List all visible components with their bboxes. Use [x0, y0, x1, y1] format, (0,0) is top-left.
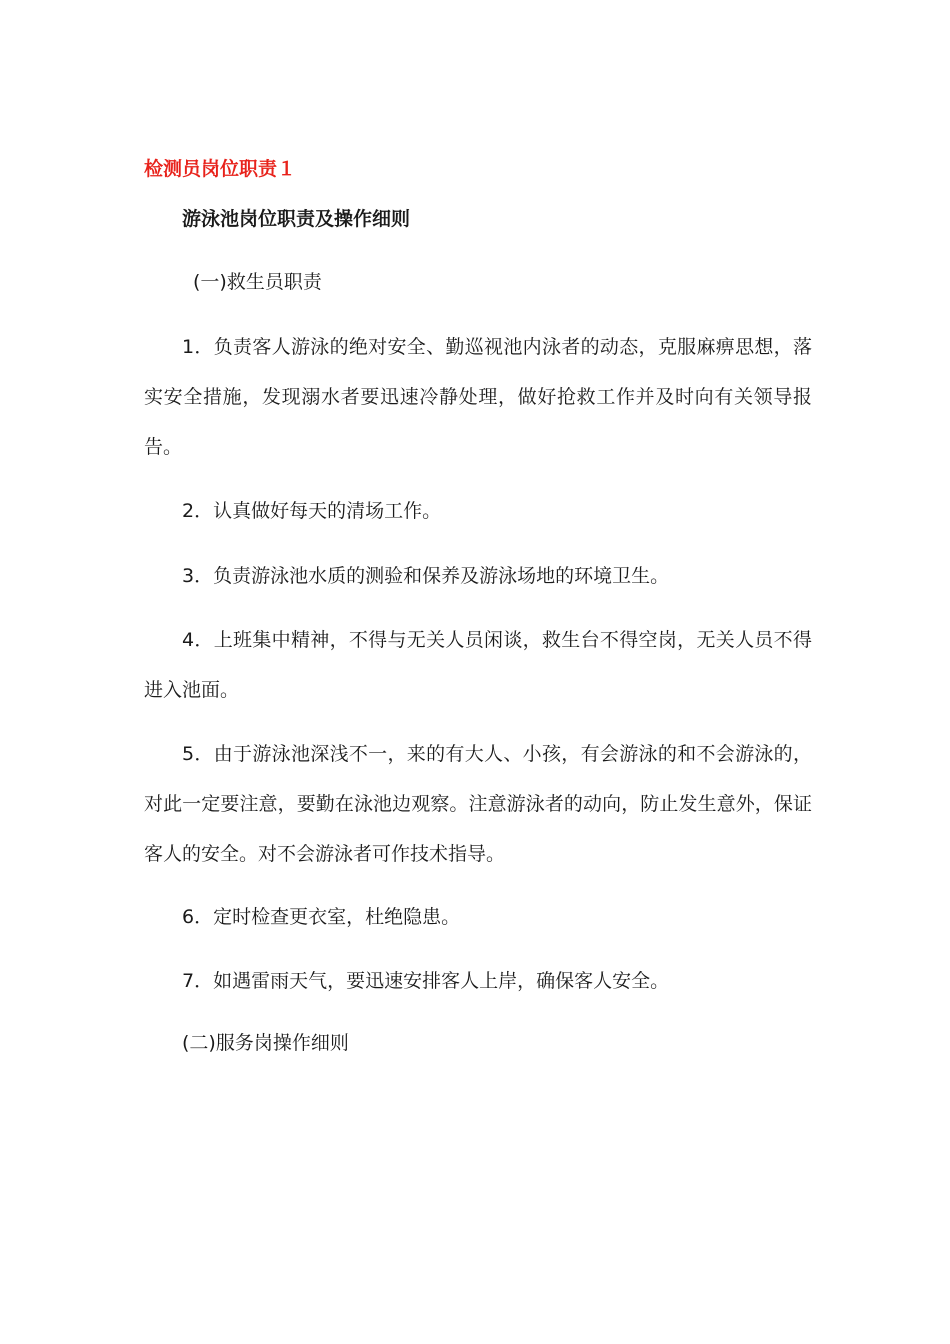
duty-item-5: 5．由于游泳池深浅不一，来的有大人、小孩，有会游泳的和不会游泳的，对此一定要注意，要勤在泳池边观察。注意游泳者的动向，防止发生意外，保证客人的安全。对不会游泳者可作技术指导。: [144, 743, 812, 865]
duty-item-4: 4．上班集中精神，不得与无关人员闲谈，救生台不得空岗，无关人员不得进入池面。: [144, 629, 812, 701]
duty-item-7: 7．如遇雷雨天气，要迅速安排客人上岸，确保客人安全。: [182, 970, 670, 992]
duty-item-1: 1．负责客人游泳的绝对安全、勤巡视池内泳者的动态，克服麻痹思想，落实安全措施，发现溺水者要迅速冷静处理，做好抢救工作并及时向有关领导报告。: [144, 336, 812, 458]
duty-item-2: 2．认真做好每天的清场工作。: [182, 500, 442, 522]
duty-item-3: 3．负责游泳池水质的测验和保养及游泳场地的环境卫生。: [182, 565, 670, 587]
document-subtitle: 游泳池岗位职责及操作细则: [182, 208, 411, 230]
section-heading-service: (二)服务岗操作细则: [182, 1032, 349, 1054]
duty-item-6: 6．定时检查更衣室，杜绝隐患。: [182, 906, 461, 928]
section-heading-lifeguard: (一)救生员职责: [193, 271, 322, 293]
document-title: 检测员岗位职责１: [144, 158, 297, 180]
